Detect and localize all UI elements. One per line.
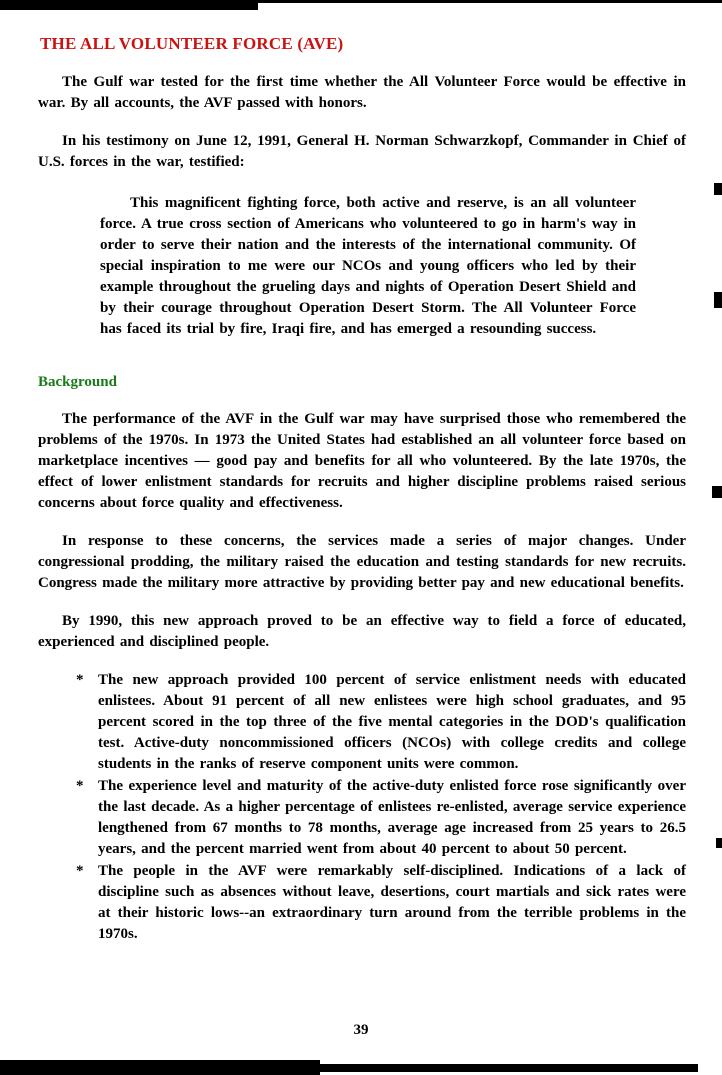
bullet-marker: *	[76, 778, 84, 794]
bullet-marker: *	[76, 863, 84, 879]
bullet-item	[74, 861, 686, 945]
scan-artifact-bottom-left	[0, 1060, 320, 1075]
paragraph-avf-performance: The performance of the AVF in the Gulf war may have surprised those who remembered the problems of the 1970s. In 1973 the United States had established an all volunteer force based on marketplace incentives — good pay and benefits for all who volunteered. By the late 1970s, the effect of lower enlistment standards for recruits and higher discipline problems raised serious concerns about force quality and effectiveness.	[38, 411, 686, 511]
page-number: 39	[353, 1022, 369, 1038]
paragraph-intro: The Gulf war tested for the first time whether the All Volunteer Force would be effective in war. By all accounts, the AVF passed with honors.	[38, 74, 686, 111]
scan-artifact-right-mark	[716, 838, 722, 848]
paragraph-testimony-lead: In his testimony on June 12, 1991, General H. Norman Schwarzkopf, Commander in Chief of U.S. forces in the war, testified:	[38, 133, 686, 170]
blockquote-schwarzkopf: This magnificent fighting force, both active and reserve, is an all volunteer force. A true cross section of Americans who volunteered to go in harm's way in order to serve their nation and the interests of the international community. Of special inspiration to me were our NCOs and young officers who led by their example throughout the grueling days and nights of Operation Desert Shield and by their courage throughout Operation Desert Storm. The All Volunteer Force has faced its trial by fire, Iraqi fire, and has emerged a resounding success.	[100, 195, 636, 337]
page-content	[38, 24, 686, 946]
scan-artifact-right-mark	[714, 292, 722, 308]
bullet-text-experience-maturity: The experience level and maturity of the active-duty enlisted force rose significantly over the last decade. As a higher percentage of enlistees re-enlisted, average service experience lengthened from 67 months to 78 months, average age increased from 25 years to 26.5 years, and the percent married went from about 40 percent to about 50 percent.	[98, 778, 686, 857]
bullet-item	[74, 776, 686, 860]
document-title: THE ALL VOLUNTEER FORCE (AVE)	[40, 34, 344, 53]
scan-artifact-right-mark	[712, 486, 722, 498]
bullet-text-enlistment-quality: The new approach provided 100 percent of service enlistment needs with educated enlistees. About 91 percent of all new enlistees were high school graduates, and 95 percent scored in the top three of the five mental categories in the DOD's qualification test. Active-duty noncommissioned officers (NCOs) with college credits and college students in the ranks of reserve component units were common.	[98, 672, 686, 772]
bullet-list	[74, 670, 686, 945]
bullet-text-self-discipline: The people in the AVF were remarkably self-disciplined. Indications of a lack of discipline such as absences without leave, desertions, court martials and sick rates were at their historic lows--an extraordinary turn around from the terrible problems in the 1970s.	[98, 863, 686, 942]
bullet-item	[74, 670, 686, 775]
section-heading-background: Background	[38, 374, 117, 390]
scan-artifact-top-left	[0, 0, 258, 10]
bullet-marker: *	[76, 672, 84, 688]
scan-artifact-right-mark	[714, 183, 722, 195]
paragraph-by-1990: By 1990, this new approach proved to be an effective way to field a force of educated, experienced and disciplined people.	[38, 613, 686, 650]
paragraph-service-changes: In response to these concerns, the services made a series of major changes. Under congressional prodding, the military raised the education and testing standards for new recruits. Congress made the military more attractive by providing better pay and new educational benefits.	[38, 533, 686, 591]
